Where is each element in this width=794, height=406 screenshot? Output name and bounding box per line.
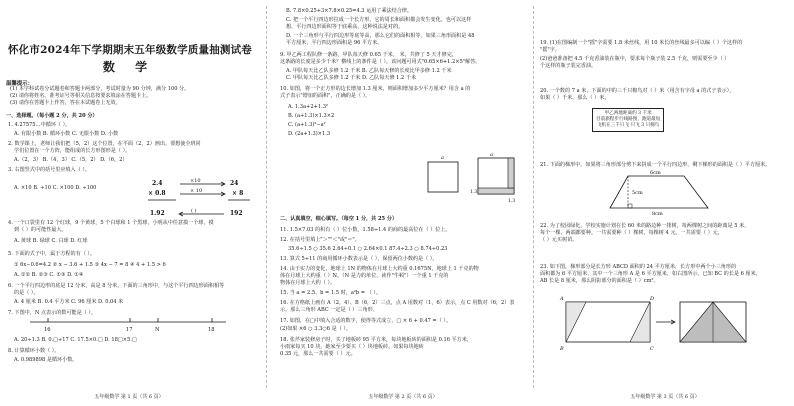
question-18-cont-2: 0.35 元，那么一共需要（ ）元。 — [280, 351, 356, 357]
question-20-cont: 如果（ ）千米，那么（ ）米。 — [540, 95, 610, 101]
label-bottom-8cm: 8cm — [652, 211, 663, 216]
question-9-options-1: A. 甲队每天比乙队多修 1.2 千米 B. 乙队每天修的长度比甲多修 1.2 千米 — [286, 68, 452, 74]
question-19-part-2: (2)爸爸准备把 4.5 千克香油装在瓶中，要求每个瓶子装 2.5 千克，则需要至少（ ） — [540, 56, 730, 62]
question-4-options: A. 黄球 B. 绿球 C. 白球 D. 红球 — [14, 238, 88, 244]
label-a-small: a — [441, 155, 444, 161]
question-6-options: A. 4 厘米 B. 0.4 平方米 C. 96 厘米 D. 0.04 米 — [14, 299, 124, 305]
label-C: C — [650, 346, 654, 352]
page-1 — [0, 0, 258, 406]
question-1-options: A. 有限小数 B. 循环小数 C. 无限小数 D. 小数 — [14, 131, 119, 137]
question-8: 8. 计算循环小数（ ）。 — [8, 348, 60, 354]
question-20: 20. 一个数的 7 a 米，下面的中的三千只棉鸟对（ ）米（用含有字母 a 的式子表示）， — [540, 88, 735, 94]
question-8-option-d-cont: 平方厘米，平行四边形面积是 96 平方米。 — [286, 40, 383, 46]
q10-squares-figure — [422, 152, 518, 204]
label-B: B — [560, 346, 564, 352]
question-6: 6. 一个平行四边形的底是 12 分米，高是 8 分米，下面的三角形中，与这个平行四边形面积相等 — [8, 283, 225, 289]
question-10-option-b: B. (a+1.3)×1.3×2 — [288, 113, 335, 119]
question-4: 4. 一个口袋里有 12 个红球，9 个黄球，5 个白球和 1 个黑球，小明从中任意摸一个球，摸 — [8, 220, 214, 226]
question-22: 22. 为了校园绿化，学校实施计划在长 60 米的路边种一排树，每两棵树之间的距离是 5 米， — [540, 223, 750, 229]
label-A: A — [560, 296, 564, 302]
question-10-cont: 式子表示"增加的面积"，正确的是（ ）。 — [280, 93, 371, 99]
trapezoid — [610, 176, 708, 208]
label-D: D — [650, 296, 655, 302]
subject-title: 数 学 — [102, 60, 156, 74]
question-13: 13. 算式 5÷11 的商用循环小数表示是（ ），保留两位小数约是（ ）。 — [280, 256, 438, 262]
question-19-cont: "摇"字。 — [540, 47, 560, 53]
question-14-cont-2: 物体在月球上大约（ ）。 — [280, 280, 336, 286]
page-2 — [274, 0, 532, 406]
question-7: 7. 下图中，N 点表示的数可能是（ ）。 — [8, 310, 97, 316]
question-16: 16. 在方格纸上画有 A（2，4）、B（6，2）三点，点 A 用数对（1，6）表示，点 C 用数对（6，2）表 — [280, 300, 515, 306]
notice-line: (1) 本学科试卷分试题卷和答题卡两部分，考试时量为 90 分钟，满分 100 分。 — [10, 86, 190, 92]
question-12-items: 35.6÷1.5 ○ 35.6 2.64÷0.1 ○ 2.64×0.1 87.4÷2.3 ○ 8.74÷0.23 — [288, 246, 448, 252]
question-5: 5. 下面的式子中，属于方程的有（ ）。 — [8, 251, 96, 257]
q3-mid-op: × 10 — [190, 188, 203, 194]
question-14-cont: 体在月球上大约重（ ）N。（N 是力的单位，读作"牛顿"）一个重 1 千克的 — [280, 273, 449, 279]
q3-top-op: ×10 — [190, 178, 201, 184]
question-17-cont: (2)如果 ×6 ○ 3.3○6 是（ ）。 — [280, 326, 352, 332]
q3-mid-left: × 0.8 — [148, 190, 166, 197]
label-17: 17 — [126, 327, 133, 333]
q20-info-box — [592, 108, 664, 132]
label-16: 16 — [44, 327, 51, 333]
question-12: 12. 在括号里填上"＞""＜"或"＝"。 — [280, 237, 360, 243]
question-8-option-a: A. 0.989898 是循环小数。 — [14, 357, 78, 363]
question-18: 18. 张芹家装修房子时，买了地板砖 95 平方米，每块地板砖的面积是 0.16 平方米， — [280, 337, 472, 343]
page-3 — [536, 0, 794, 406]
question-5-options: A. ①② B. ②③ C. ①③ D. ①④ — [14, 272, 84, 278]
question-9-cont: 这条路的长度是多少千米？横线上的条件是（ ）。该问题可用式"0.65×6+1.2×5"解答。 — [280, 59, 481, 65]
question-2-options: A.（2，3） B.（4，3） C.（5，2） D.（6，2） — [14, 157, 128, 163]
question-9: 9. 甲乙两工程队修一条路，甲队每天修 0.65 千米， 米，共修了 5 天才修完， — [280, 52, 457, 58]
question-2: 2. 数学课上，老师让我们把（5，2）这个位置，在平面（2，2）画出。要想使全班同 — [8, 141, 201, 147]
q7-number-line — [26, 316, 232, 336]
question-23-cont: 面积都为 6 平方厘米，其中一个三角形 A 是 6 平方厘米，如右图所示，已知 BC 的长是 6 厘米， — [540, 271, 761, 277]
question-22-cont-2: （ ）元买树苗。 — [540, 237, 578, 243]
label-1-3-bottom: 1.3 — [508, 199, 516, 204]
label-height-5cm: 5cm — [632, 190, 643, 196]
page-divider — [266, 6, 267, 388]
q3-bot-left: 1.92 — [150, 210, 165, 217]
question-22-cont: 每个一棵，两端都要种。一共需要种（ ）棵树，每棵树 4 元，一共需要（ ）元， — [540, 230, 723, 236]
question-8-option-b: B. 7.8×0.25+3×7.8×0.25=4.3 运用了乘法结合律。 — [286, 8, 413, 14]
section-heading: 二、认真填空，细心填写。（每空 1 分，共 25 分） — [280, 216, 398, 222]
q20-box-line: 目前旅程步行线路图，跑道最短 — [596, 117, 661, 122]
question-5-items: ① 6x−0.6=4.2 ② x − 3.6 + 1.5 ③ 4x − 7 = 8 ④ 4 + 1.5 > 6 — [14, 262, 166, 268]
q3-bot-op: ( ) — [191, 208, 197, 214]
question-23: 23. 如下图，梯形部分是长方形 ABCD 面积的 24 平方厘米，长方形中两个小三角形的 — [540, 264, 737, 270]
question-6-cont: 的是（ ）。 — [14, 290, 39, 296]
q23-rectangle-figure — [556, 290, 756, 352]
notice-line: (2) 请你将姓名、准考证号等相关信息按要求填涂在答题卡上。 — [10, 93, 152, 99]
label-1-3-side: 1.3 — [470, 190, 478, 195]
q3-top-right: 24 — [230, 180, 239, 187]
question-8-option-d: D. 一个三角形与平行四边形等底等高，那么它们的面积相等。如果三角形面积是 48 — [286, 33, 475, 39]
question-3-options: A. ×10 B. ÷10 C. ×100 D. ÷100 — [14, 185, 97, 191]
question-14: 14. 由于实力的变化，地球上 1N 的物体在月球上大约重 0.1675N，地球上 1 千克的物 — [280, 266, 479, 272]
question-19-part-2-cont: 个这样的瓶子装完香油。 — [540, 63, 597, 69]
q20-box-line: 飞机在三千只飞 只飞 3 只棉鸟 — [596, 123, 660, 128]
notice-title: 温馨提示： — [6, 81, 33, 87]
question-10-option-c: C. (a+1.3)²−a² — [288, 122, 326, 128]
q21-trapezoid-figure — [600, 168, 720, 216]
page-footer: 五年级数学 第 3 页（共 6 页） — [630, 394, 700, 400]
shaded-strip-right — [508, 158, 514, 188]
page-footer: 五年级数学 第 1 页（共 6 页） — [94, 394, 164, 400]
question-10-option-a: A. 1.3a+2+1.3² — [288, 104, 328, 110]
label-top-6cm: 6cm — [650, 170, 661, 176]
question-10-option-d: D. (2a+1.3)×1.3 — [288, 131, 331, 137]
question-15: 15. 当 a = 2.5、b = 1.5 时，a²b = （ ）。 — [280, 290, 382, 296]
page-divider — [533, 6, 534, 388]
question-18-cont: 小雨家每买 10 块，她家至少要买（ ）块地板砖。如果每块地砖 — [280, 344, 424, 350]
q3-top-left: 2.4 — [152, 180, 163, 187]
question-19: 19. (1)在图编制一个"摇"字需要 1.8 米丝线，用 10 米长的丝线最多可以编（ ）个这样的 — [540, 40, 743, 46]
page-footer: 五年级数学 第 2 页（共 6 页） — [368, 394, 438, 400]
question-10: 10. 如图，将一个正方形的边长增加 1.3 厘米，则面积增加多少平方厘米？用含 a 的 — [280, 86, 471, 92]
q3-bot-right: 192 — [230, 210, 243, 217]
question-8-option-c: C. 把一个平行四边形拉成一个长方形，它的周长和面积都会发生变化。也可以这样 — [286, 17, 472, 23]
exam-title: 怀化市2024年下学期期末五年级数学质量抽测试卷 — [7, 44, 253, 56]
question-1: 1. 4.27575…中循环（ ）。 — [8, 122, 71, 128]
question-7-options: A. 20÷1.3 B. 0.□÷17 C. 17.5×0.□ D. 18□×5.□ — [14, 337, 137, 343]
question-23-cont-2: AB 长是 8 厘米，那么阴影部分的面积是（ ）cm²。 — [540, 278, 659, 284]
question-21: 21. 下面的梯形中，如果将三角形部分剪下来拼成一个平行四边形，剩下梯形的面积是（ ）平方厘米。 — [540, 162, 771, 168]
small-square — [428, 162, 458, 192]
question-4-cont: 到（ ）的可能性最大。 — [14, 227, 67, 233]
notice-line: (3) 请你在答题卡上作答，答在本试题卷上无效。 — [10, 100, 121, 106]
q3-multiplication-figure — [146, 176, 258, 220]
question-8-option-c-cont: 想，平行四边形面积等于底乘高，这种说法是对的。 — [286, 24, 404, 30]
question-11: 11. 1.5×7.03 的积有（ ）位小数，1.58÷1.4 的商的最高位在（ ）位上。 — [280, 227, 451, 233]
shaded-strip-bottom — [478, 188, 514, 194]
section-heading: 一、选择题。（每小题 2 分，共 20 分） — [6, 113, 98, 119]
label-18: 18 — [208, 327, 215, 333]
question-16-cont: 示，那么三角形 ABC 一定是（ ）三角形。 — [280, 307, 378, 313]
question-2-cont: 学们位置在一个方阵，能组成的长方形图形是（ ）。 — [14, 148, 131, 154]
question-17: 17. 如图，在□中填入合适的数字，使得等式成立，□ × 6 + 0.47 =（ ）。 — [280, 318, 452, 324]
label-a-large: a — [490, 152, 493, 158]
q3-mid-right: × 8 — [232, 190, 244, 197]
question-3: 3. 右图竖式中的括号里应填入（ ）。 — [8, 167, 90, 173]
question-9-options-2: C. 甲队每天比乙队多修 1.2 千米 D. 乙队每天修 1.2 千米 — [286, 75, 417, 81]
label-N: N — [155, 327, 160, 333]
q20-box-line: 甲乙两地距离约 3 千米 — [604, 111, 652, 116]
